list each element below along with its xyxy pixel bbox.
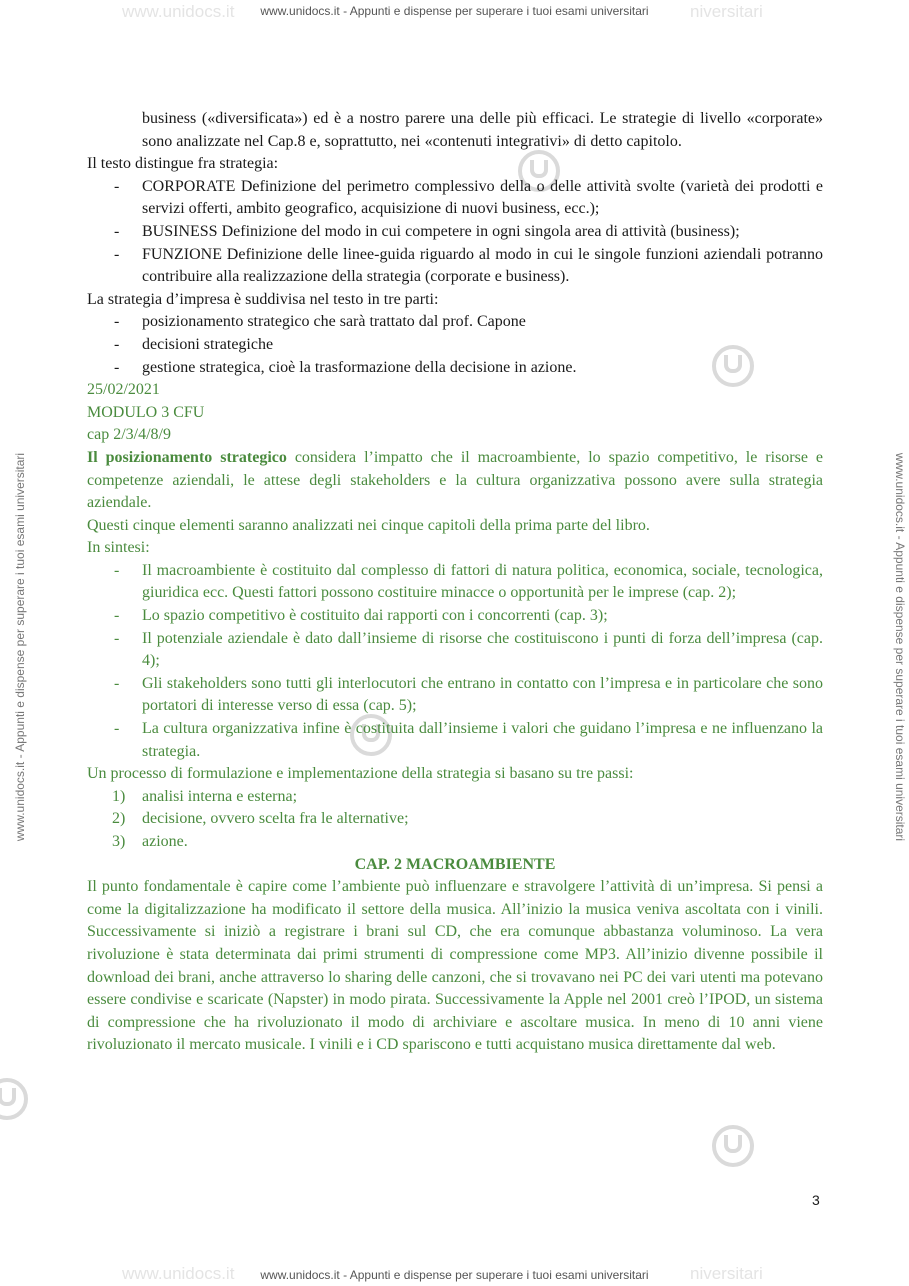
process-lead: Un processo di formulazione e implementazione della strategia si basano su tre passi:: [87, 765, 634, 783]
module-title: MODULO 3 CFU: [87, 403, 205, 421]
footer-watermark: www.unidocs.it - Appunti e dispense per superare i tuoi esami universitari: [260, 1268, 649, 1282]
strategy-parts-list: [87, 311, 823, 379]
side-watermark-right: www.unidocs.it - Appunti e dispense per superare i tuoi esami universitari: [893, 452, 907, 842]
definition-paragraph: [87, 447, 823, 515]
lecture-date: 25/02/2021: [87, 381, 160, 399]
list-item: - gestione strategica, cioè la trasformazione della decisione in azione.: [87, 357, 823, 380]
page-number: 3: [812, 1192, 820, 1208]
step-text: decisione, ovvero scelta fra le alternative;: [142, 810, 409, 828]
step-text: azione.: [142, 833, 188, 850]
ghost-watermark-left: www.unidocs.it: [122, 1264, 235, 1283]
header-watermark: www.unidocs.it - Appunti e dispense per superare i tuoi esami universitari: [260, 4, 649, 18]
list-item: - FUNZIONE Definizione delle linee-guida riguardo al modo in cui le singole funzioni aziendali potranno contribuire alla realizzazione della strategia (corporate e business).: [87, 244, 823, 289]
continuation-paragraph: business («diversificata») ed è a nostro parere una delle più efficaci. Le strategie di livello «corporate» sono analizzate nel Cap.8 e, soprattutto, nei «contenuti integrativi» di detto capitolo.: [142, 110, 823, 150]
list-item: - decisioni strategiche: [87, 334, 823, 357]
ghost-watermark-right: niversitari: [690, 1264, 763, 1283]
side-watermark-left: www.unidocs.it - Appunti e dispense per superare i tuoi esami universitari: [13, 452, 27, 842]
step-text: analisi interna e esterna;: [142, 787, 298, 805]
unidocs-logo-icon: [0, 1078, 28, 1120]
list-item: - posizionamento strategico che sarà trattato dal prof. Capone: [87, 311, 823, 334]
document-body: [87, 108, 823, 1057]
ghost-watermark-right: niversitari: [690, 2, 763, 21]
parts-lead: La strategia d’impresa è suddivisa nel testo in tre parti:: [87, 290, 439, 308]
step-number: 1): [112, 787, 126, 805]
five-elements-sentence: Questi cinque elementi saranno analizzati nei cinque capitoli della prima parte del libro.: [87, 516, 650, 534]
list-item: [87, 808, 823, 831]
ghost-watermark-left: www.unidocs.it: [122, 2, 235, 21]
step-number: 3): [112, 833, 126, 850]
list-item: - La cultura organizzativa infine è costituita dall’insieme i valori che guidano l’impresa e ne influenzano la strategia.: [87, 718, 823, 763]
chapter-heading: CAP. 2 MACROAMBIENTE: [354, 855, 556, 873]
process-steps-list: [87, 786, 823, 854]
step-number: 2): [112, 810, 126, 828]
distinction-lead: Il testo distingue fra strategia:: [87, 155, 279, 173]
list-item: - Il potenziale aziendale è dato dall’insieme di risorse che costituiscono i punti di forza dell’impresa (cap. 4);: [87, 628, 823, 673]
list-item: - BUSINESS Definizione del modo in cui competere in ogni singola area di attività (business);: [87, 221, 823, 244]
module-chapters: cap 2/3/4/8/9: [87, 426, 171, 444]
list-item: [87, 831, 823, 854]
summary-lead: In sintesi:: [87, 539, 150, 557]
list-item: [87, 786, 823, 809]
list-item: - Il macroambiente è costituito dal complesso di fattori di natura politica, economica, sociale, tecnologica, giuridica ecc. Questi fattori possono costituire minacce o opportunità per le imprese (cap. 2);: [87, 560, 823, 605]
list-item: - Lo spazio competitivo è costituito dai rapporti con i concorrenti (cap. 3);: [87, 605, 823, 628]
definition-term: Il posizionamento strategico: [87, 448, 287, 466]
chapter-body: Il punto fondamentale è capire come l’ambiente può influenzare e stravolgere l’attività di un’impresa. Si pensi a come la digitalizzazione ha modificato il settore della musica. All’inizio la musica veniva ascoltata con i vinili. Successivamente si iniziò a registrare i brani sul CD, che era comunque abbastanza voluminoso. La vera rivoluzione è stata determinata dai primi strumenti di compressione come MP3. All’inizio divenne possibile il download dei brani, anche attraverso lo sharing delle canzoni, che si trovavano nei PC dei vari utenti ma potevano essere condivise e scaricate (Napster) in modo pirata. Successivamente la Apple nel 2001 creò l’IPOD, un sistema di compressione che ha rivoluzionato il modo di archiviare e ascoltare musica. In meno di 10 anni viene rivoluzionato il mercato musicale. I vinili e i CD spariscono e tutti acquistano musica direttamente dal web.: [87, 878, 823, 1054]
unidocs-logo-icon: [712, 1125, 754, 1167]
definition-text: considera l’impatto che il macroambiente, lo spazio competitivo, le risorse e competenze aziendali, le attese degli stakeholders e la cultura organizzativa possono avere sulla strategia aziendale.: [87, 448, 823, 512]
list-item: - Gli stakeholders sono tutti gli interlocutori che entrano in contatto con l’impresa e in particolare che sono portatori di interesse verso di essa (cap. 5);: [87, 673, 823, 718]
list-item: - CORPORATE Definizione del perimetro complessivo della o delle attività svolte (varietà dei prodotti e servizi offerti, ambito geografico, acquisizione di nuovi business, ecc.);: [87, 176, 823, 221]
strategy-levels-list: [87, 176, 823, 289]
summary-list: [87, 560, 823, 763]
